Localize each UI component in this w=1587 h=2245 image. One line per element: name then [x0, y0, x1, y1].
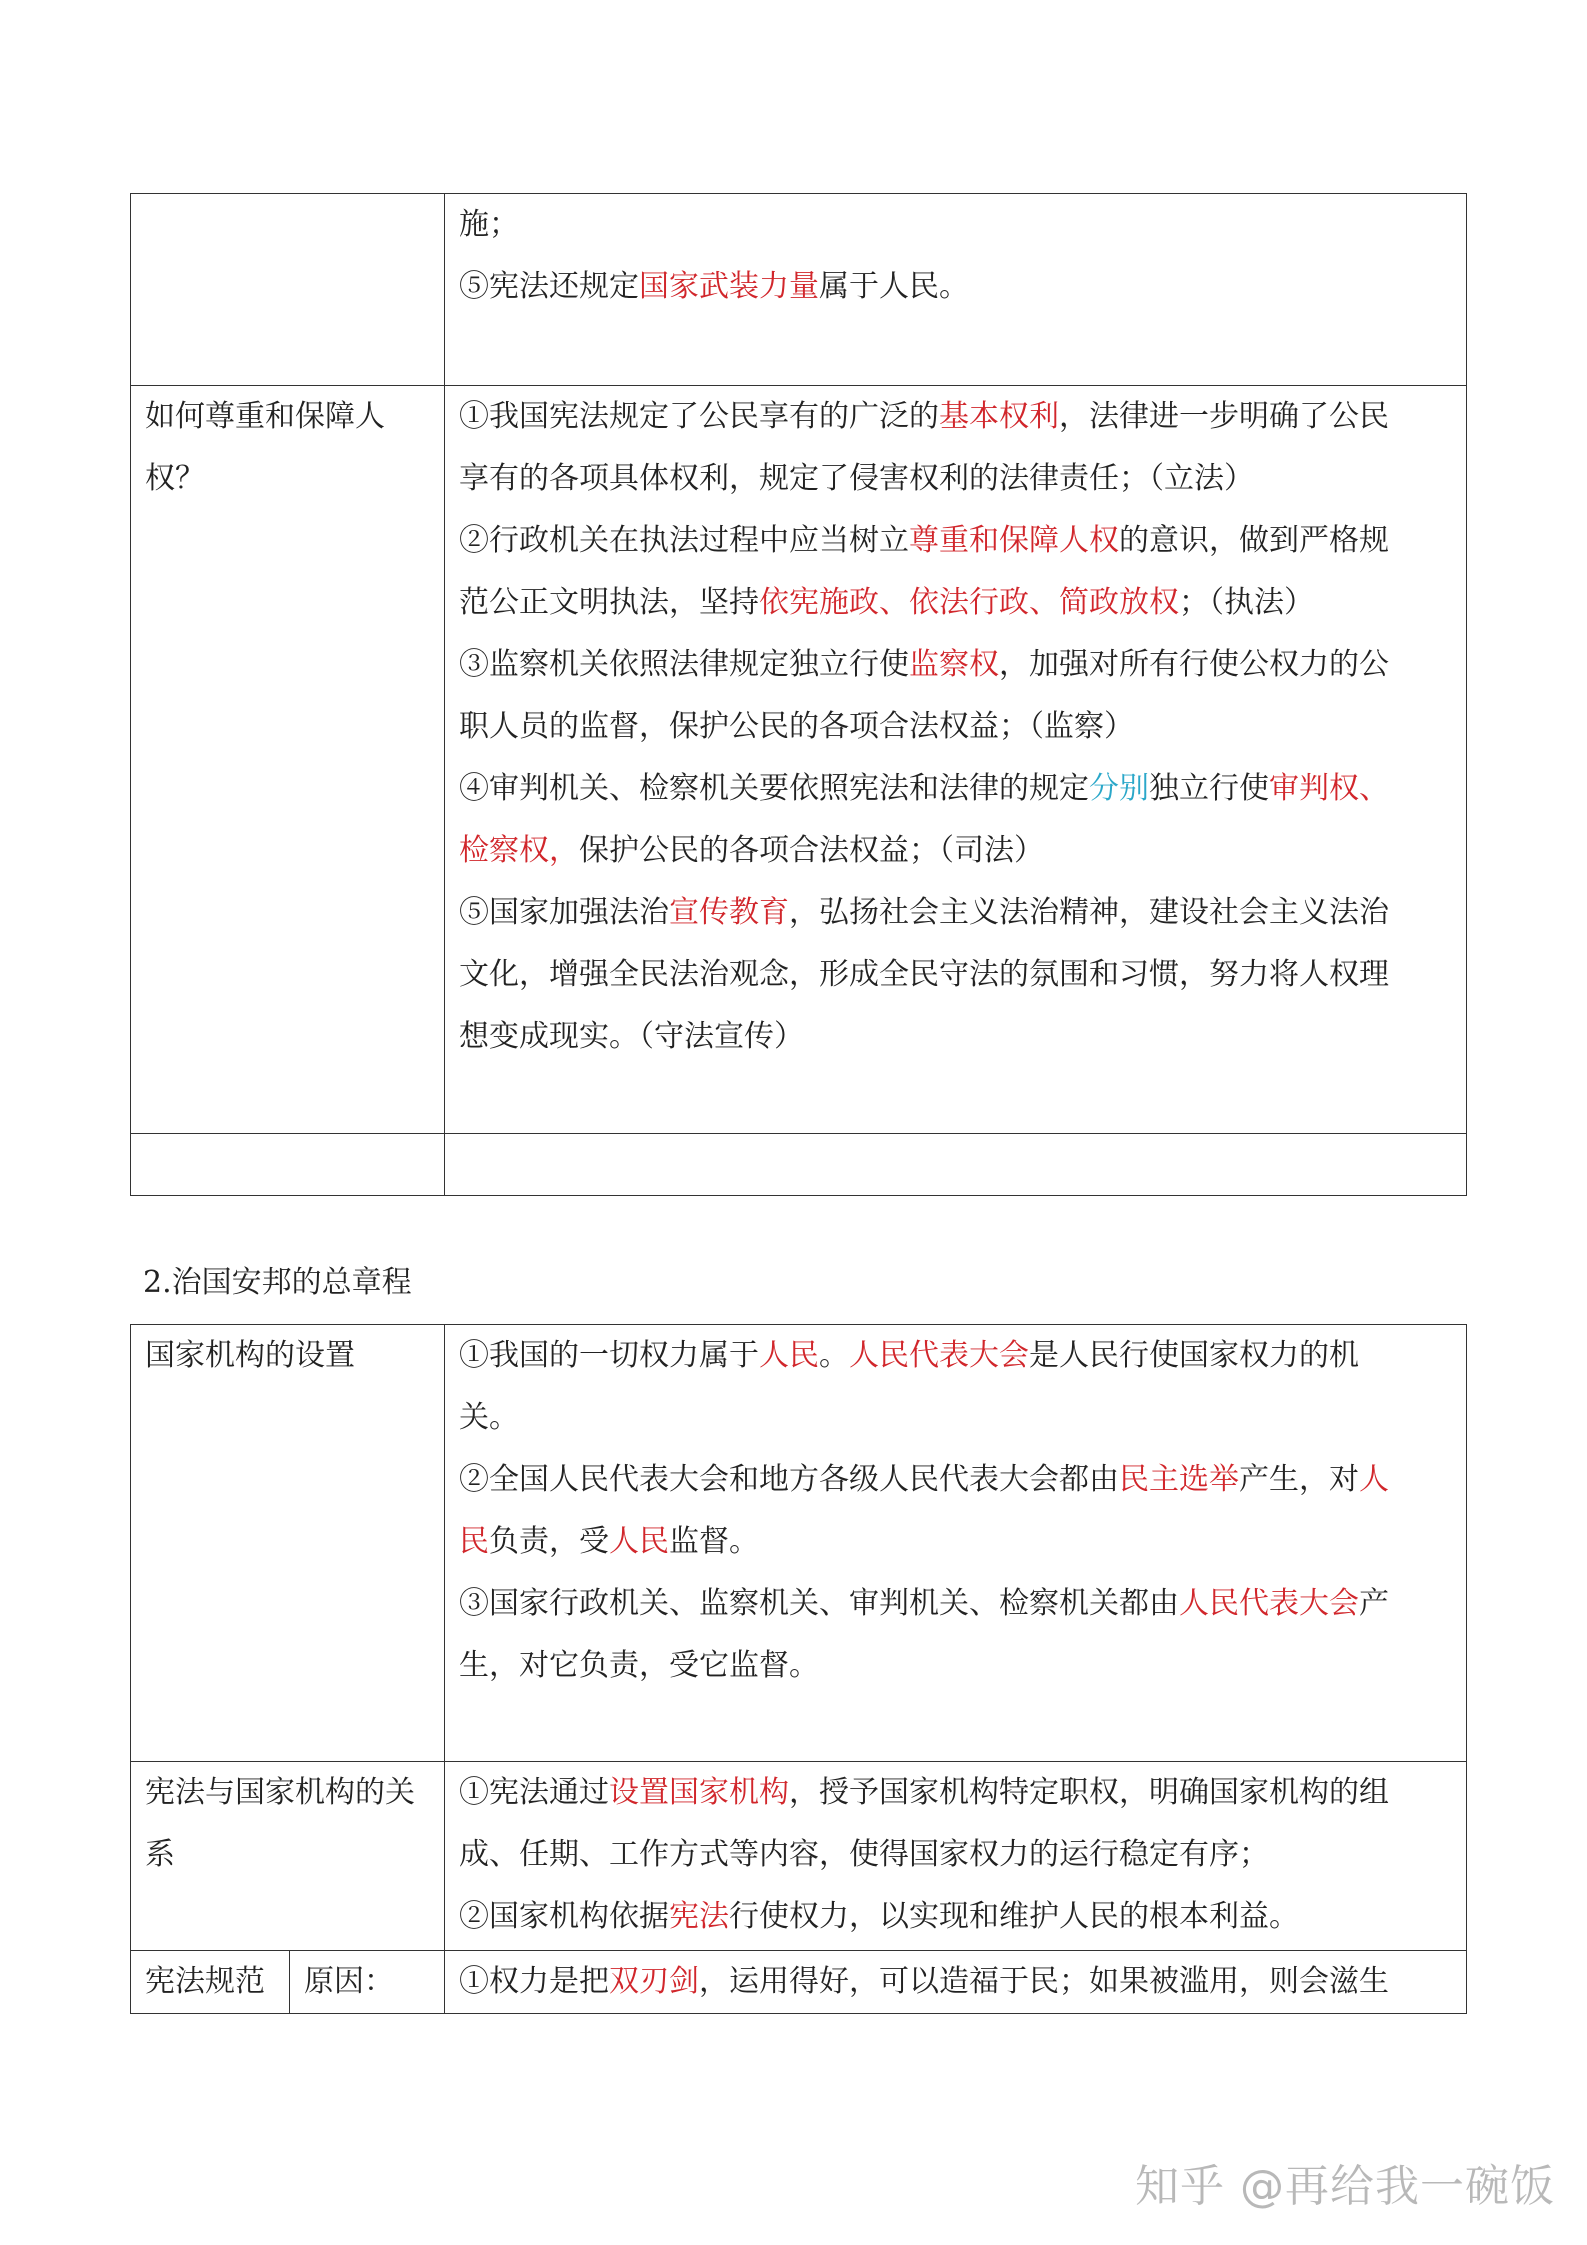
text-line — [459, 1951, 1452, 2013]
empty-cell — [131, 1134, 445, 1196]
highlighted-text: 监察权 — [909, 647, 999, 682]
text-span: 关。 — [459, 1400, 519, 1435]
text-span: 独立行使 — [1149, 771, 1269, 806]
text-span: ①权力是把 — [459, 1964, 609, 1999]
row-label-b: 原因： — [304, 1964, 394, 1999]
highlighted-text: 民主选举 — [1119, 1462, 1239, 1497]
highlighted-text: 双刃剑 — [609, 1964, 699, 1999]
highlighted-text: 检察权， — [459, 833, 579, 868]
text-line — [459, 820, 1452, 882]
highlighted-text: 依宪施政、依法行政、简政放权 — [759, 585, 1179, 620]
text-span: ①我国宪法规定了公民享有的广泛的 — [459, 399, 939, 434]
text-span: ①宪法通过 — [459, 1775, 609, 1810]
text-span: 负责，受 — [489, 1524, 609, 1559]
text-line — [459, 1573, 1452, 1635]
text-line — [459, 1886, 1452, 1948]
row-content — [445, 1951, 1467, 2014]
text-span: 产生，对 — [1239, 1462, 1359, 1497]
text-span: 属于人民。 — [819, 269, 969, 304]
text-line — [459, 194, 1452, 256]
text-span: ；（执法） — [1179, 585, 1314, 620]
text-span: ①我国的一切权力属于 — [459, 1338, 759, 1373]
highlighted-text: 宪法 — [669, 1899, 729, 1934]
text-span: ⑤宪法还规定 — [459, 269, 639, 304]
text-line — [459, 1387, 1452, 1449]
text-span: ，法律进一步明确了公民 — [1059, 399, 1389, 434]
highlighted-text: 国家武装力量 — [639, 269, 819, 304]
highlighted-text: 尊重和保障人权 — [909, 523, 1119, 558]
text-line — [459, 1762, 1452, 1824]
split-label — [131, 1951, 444, 2013]
highlighted-text: 人民代表大会 — [1179, 1586, 1359, 1621]
text-span: ②全国人民代表大会和地方各级人民代表大会都由 — [459, 1462, 1119, 1497]
text-span: 保护公民的各项合法权益；（司法） — [579, 833, 1044, 868]
empty-cell — [445, 1134, 1467, 1196]
row-label: 如何尊重和保障人权？ — [131, 386, 445, 1134]
text-span: ⑤国家加强法治 — [459, 895, 669, 930]
text-line — [459, 758, 1452, 820]
text-line — [459, 448, 1452, 510]
text-span: 文化，增强全民法治观念，形成全民守法的氛围和习惯，努力将人权理 — [459, 957, 1389, 992]
highlighted-text: 设置国家机构 — [609, 1775, 789, 1810]
highlighted-text: 宣传教育 — [669, 895, 789, 930]
text-line — [459, 256, 1452, 318]
text-span: 生，对它负责，受它监督。 — [459, 1648, 819, 1683]
highlighted-text: 人民 — [759, 1338, 819, 1373]
section-heading: 2.治国安邦的总章程 — [143, 1265, 412, 1300]
text-line — [459, 1511, 1452, 1573]
row-content — [445, 386, 1467, 1134]
text-span: 职人员的监督，保护公民的各项合法权益；（监察） — [459, 709, 1134, 744]
row-label: 国家机构的设置 — [131, 1325, 445, 1762]
text-span: ②行政机关在执法过程中应当树立 — [459, 523, 909, 558]
text-span: 产 — [1359, 1586, 1389, 1621]
table-row — [131, 194, 1467, 386]
text-line — [459, 1449, 1452, 1511]
text-span: ，授予国家机构特定职权，明确国家机构的组 — [789, 1775, 1389, 1810]
row-label-empty — [131, 194, 445, 386]
text-span: 施； — [459, 207, 519, 242]
highlighted-text: 审判权、 — [1269, 771, 1389, 806]
text-line — [459, 1635, 1452, 1697]
text-span: ，弘扬社会主义法治精神，建设社会主义法治 — [789, 895, 1389, 930]
text-span: 想变成现实。（守法宣传） — [459, 1019, 804, 1054]
row-content — [445, 1762, 1467, 1951]
text-span: 享有的各项具体权利，规定了侵害权利的法律责任；（立法） — [459, 461, 1254, 496]
highlighted-text: 人民代表大会 — [849, 1338, 1029, 1373]
text-span: ③监察机关依照法律规定独立行使 — [459, 647, 909, 682]
table-row — [131, 386, 1467, 1134]
text-line — [459, 696, 1452, 758]
table-row — [131, 1951, 1467, 2014]
table-constitution — [130, 1324, 1467, 2014]
text-span: 行使权力，以实现和维护人民的根本利益。 — [729, 1899, 1299, 1934]
row-label: 宪法与国家机构的关系 — [131, 1762, 445, 1951]
table-human-rights — [130, 193, 1467, 1196]
watermark: 知乎 @再给我一碗饭 — [1135, 2161, 1555, 2212]
text-span: 的意识，做到严格规 — [1119, 523, 1389, 558]
text-line — [459, 944, 1452, 1006]
text-span: ，运用得好，可以造福于民；如果被滥用，则会滋生 — [699, 1964, 1389, 1999]
highlighted-text: 人 — [1359, 1462, 1389, 1497]
text-span: 成、任期、工作方式等内容，使得国家权力的运行稳定有序； — [459, 1837, 1269, 1872]
highlighted-text: 民 — [459, 1524, 489, 1559]
text-line — [459, 634, 1452, 696]
text-line — [459, 1824, 1452, 1886]
row-label-a: 宪法规范 — [131, 1951, 290, 2013]
text-span: 范公正文明执法，坚持 — [459, 585, 759, 620]
highlighted-text: 基本权利 — [939, 399, 1059, 434]
text-span: ④审判机关、检察机关要依照宪法和法律的规定 — [459, 771, 1089, 806]
text-line — [459, 386, 1452, 448]
highlighted-text: 分别 — [1089, 771, 1149, 806]
text-span: ③国家行政机关、监察机关、审判机关、检察机关都由 — [459, 1586, 1179, 1621]
row-content — [445, 1325, 1467, 1762]
text-line — [459, 1006, 1452, 1068]
text-span: 是人民行使国家权力的机 — [1029, 1338, 1359, 1373]
row-content — [445, 194, 1467, 386]
row-label-split — [131, 1951, 445, 2014]
text-span: ②国家机构依据 — [459, 1899, 669, 1934]
text-span: 监督。 — [669, 1524, 759, 1559]
text-span: 。 — [819, 1338, 849, 1373]
table-row-empty — [131, 1134, 1467, 1196]
text-line — [459, 1325, 1452, 1387]
text-span: ，加强对所有行使公权力的公 — [999, 647, 1389, 682]
text-line — [459, 510, 1452, 572]
table-row — [131, 1762, 1467, 1951]
text-line — [459, 882, 1452, 944]
table-row — [131, 1325, 1467, 1762]
text-line — [459, 572, 1452, 634]
highlighted-text: 人民 — [609, 1524, 669, 1559]
